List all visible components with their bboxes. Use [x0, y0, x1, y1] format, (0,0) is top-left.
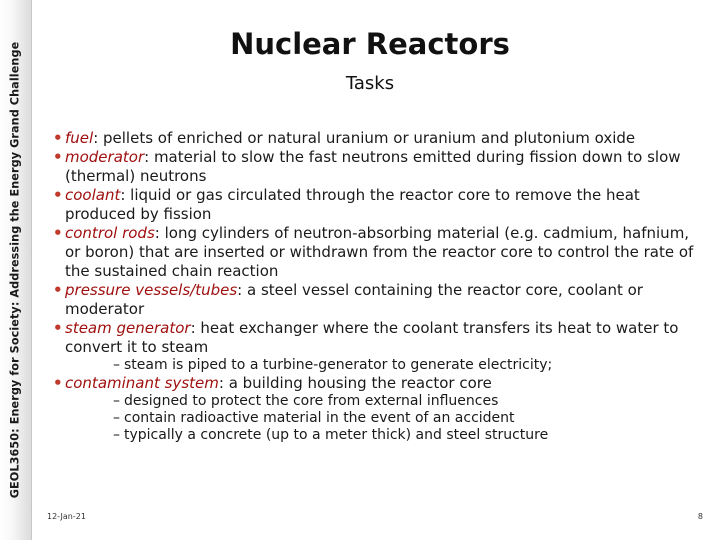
- slide-title: Nuclear Reactors: [230, 27, 510, 61]
- course-title: GEOL3650: Energy for Society: Addressing the Energy Grand Challenge: [8, 41, 22, 499]
- page-number: 8: [697, 512, 703, 521]
- bullet-steam-generator: [53, 319, 703, 357]
- definition-contaminant-system: : a building housing the reactor core: [218, 374, 492, 392]
- definition-moderator: : material to slow the fast neutrons emitted during fission down to slow (thermal) neutrons: [65, 148, 681, 185]
- bullet-dot: •: [53, 224, 63, 242]
- subbullet-steam-turbine: [113, 357, 703, 374]
- definition-coolant: : liquid or gas circulated through the reactor core to remove the heat produced by fission: [65, 186, 640, 223]
- bullet-dot: •: [53, 148, 63, 166]
- bullet-dot: •: [53, 281, 63, 299]
- subbullet-concrete-structure: [113, 427, 703, 444]
- side-band: [0, 0, 32, 540]
- term-control-rods: control rods: [65, 224, 155, 242]
- subbullet-contain-material: [113, 410, 703, 427]
- subbullet-protect-core: [113, 393, 703, 410]
- bullet-dot: •: [53, 129, 63, 147]
- subbullet-text: typically a concrete (up to a meter thick) and steel structure: [124, 427, 549, 443]
- term-coolant: coolant: [65, 186, 121, 204]
- bullet-dot: •: [53, 319, 63, 337]
- definition-fuel: : pellets of enriched or natural uranium or uranium and plutonium oxide: [93, 129, 636, 147]
- term-steam-generator: steam generator: [65, 319, 191, 337]
- term-moderator: moderator: [65, 148, 145, 166]
- dash-glyph: –: [113, 427, 120, 443]
- term-contaminant-system: contaminant system: [65, 374, 219, 392]
- dash-glyph: –: [113, 357, 120, 373]
- subbullet-text: designed to protect the core from external influences: [124, 393, 499, 409]
- definition-pressure-vessels: : a steel vessel containing the reactor core, coolant or moderator: [65, 281, 643, 318]
- bullet-moderator: [53, 148, 703, 186]
- bullet-coolant: [53, 186, 703, 224]
- definition-control-rods: : long cylinders of neutron-absorbing material (e.g. cadmium, hafnium, or boron) that are inserted or withdrawn from the reactor core to control the rate of the sustained chain reaction: [65, 224, 694, 280]
- bullet-dot: •: [53, 374, 63, 392]
- bullet-fuel: [53, 129, 703, 148]
- bullet-control-rods: [53, 224, 703, 281]
- bullet-contaminant-system: [53, 374, 703, 393]
- bullet-dot: •: [53, 186, 63, 204]
- term-pressure-vessels: pressure vessels/tubes: [65, 281, 238, 299]
- bullet-pressure-vessels: [53, 281, 703, 319]
- dash-glyph: –: [113, 410, 120, 426]
- subbullet-text: steam is piped to a turbine-generator to generate electricity;: [124, 357, 553, 373]
- footer-date: 12-Jan-21: [47, 512, 86, 521]
- subbullet-text: contain radioactive material in the event of an accident: [124, 410, 515, 426]
- definition-steam-generator: : heat exchanger where the coolant transfers its heat to water to convert it to steam: [65, 319, 679, 356]
- term-fuel: fuel: [65, 129, 94, 147]
- bullet-list: [53, 129, 703, 444]
- dash-glyph: –: [113, 393, 120, 409]
- slide-subtitle: Tasks: [345, 73, 395, 94]
